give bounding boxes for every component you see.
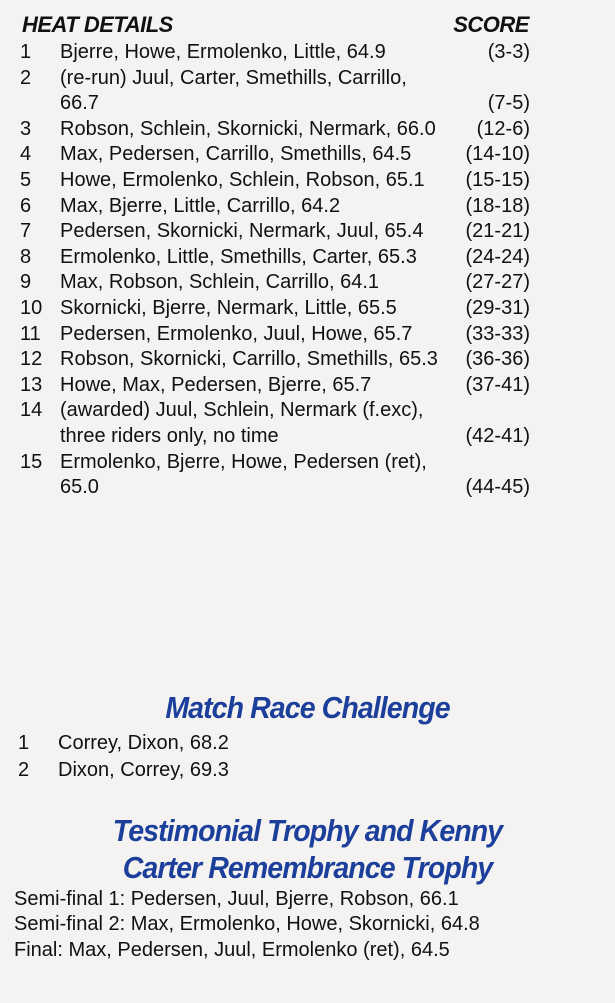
race-number: 1 bbox=[18, 732, 30, 754]
heat-number: 14 bbox=[20, 399, 43, 422]
heat-riders: (re-run) Juul, Carter, Smethills, Carrillo, 66.7 bbox=[60, 66, 407, 115]
heat-row bbox=[20, 194, 530, 220]
race-riders: Correy, Dixon, 68.2 bbox=[58, 732, 229, 754]
heat-riders: Howe, Max, Pedersen, Bjerre, 65.7 bbox=[60, 373, 372, 396]
heat-riders: Skornicki, Bjerre, Nermark, Little, 65.5 bbox=[60, 296, 397, 319]
heat-score: (24-24) bbox=[465, 245, 530, 268]
testimonial-results bbox=[14, 887, 594, 963]
heat-row bbox=[20, 40, 530, 66]
heat-number: 15 bbox=[20, 450, 43, 473]
heat-riders: Robson, Schlein, Skornicki, Nermark, 66.0 bbox=[60, 117, 436, 140]
heat-score: (3-3) bbox=[487, 41, 530, 63]
heat-number: 6 bbox=[20, 194, 32, 217]
match-race-row bbox=[18, 730, 578, 757]
heat-row bbox=[20, 322, 530, 348]
heat-riders: Max, Robson, Schlein, Carrillo, 64.1 bbox=[60, 271, 380, 294]
heat-score: (29-31) bbox=[465, 296, 530, 319]
heat-row bbox=[20, 296, 530, 322]
heat-list bbox=[20, 40, 530, 501]
heat-details-heading: HEAT DETAILS bbox=[22, 12, 173, 37]
heat-score: (37-41) bbox=[465, 373, 530, 396]
heat-riders: Ermolenko, Bjerre, Howe, Pedersen (ret), 65.0 bbox=[60, 450, 427, 499]
heat-row bbox=[20, 219, 530, 245]
heat-riders: Max, Bjerre, Little, Carrillo, 64.2 bbox=[60, 194, 341, 217]
semi-final-2-label: Semi-final 2: bbox=[14, 912, 126, 935]
testimonial-title-line1: Testimonial Trophy and Kenny bbox=[112, 813, 503, 848]
heat-score: (44-45) bbox=[465, 476, 530, 499]
heat-riders: (awarded) Juul, Schlein, Nermark (f.exc), three riders only, no time bbox=[60, 399, 424, 447]
heat-score: (15-15) bbox=[465, 168, 530, 191]
score-heading: SCORE bbox=[453, 12, 529, 37]
heat-number: 7 bbox=[20, 220, 32, 243]
heat-row bbox=[20, 142, 530, 168]
heat-row bbox=[20, 168, 530, 194]
heat-number: 10 bbox=[20, 296, 43, 319]
results-header bbox=[22, 12, 529, 38]
final-riders: Max, Pedersen, Juul, Ermolenko (ret), 64.5 bbox=[68, 939, 450, 961]
heat-row bbox=[20, 373, 530, 399]
semi-final-2-riders: Max, Ermolenko, Howe, Skornicki, 64.8 bbox=[130, 912, 480, 935]
heat-number: 2 bbox=[20, 66, 32, 89]
heat-row bbox=[20, 347, 530, 373]
heat-score: (42-41) bbox=[465, 424, 530, 447]
heat-row bbox=[20, 398, 530, 449]
heat-score: (7-5) bbox=[487, 92, 530, 115]
heat-riders: Robson, Skornicki, Carrillo, Smethills, 65.3 bbox=[60, 348, 438, 371]
heat-number: 9 bbox=[20, 271, 32, 294]
heat-number: 3 bbox=[20, 117, 32, 140]
heat-riders: Pedersen, Skornicki, Nermark, Juul, 65.4 bbox=[60, 220, 424, 243]
testimonial-title-line2: Carter Remembrance Trophy bbox=[122, 850, 493, 885]
heat-score: (33-33) bbox=[465, 322, 530, 345]
heat-number: 5 bbox=[20, 168, 32, 191]
heat-number: 8 bbox=[20, 245, 32, 268]
match-race-list bbox=[18, 730, 578, 784]
heat-score: (21-21) bbox=[465, 220, 530, 243]
heat-row bbox=[20, 450, 530, 501]
heat-riders: Max, Pedersen, Carrillo, Smethills, 64.5 bbox=[60, 143, 412, 166]
heat-row bbox=[20, 245, 530, 271]
semi-final-1-label: Semi-final 1: bbox=[14, 888, 126, 910]
heat-riders: Pedersen, Ermolenko, Juul, Howe, 65.7 bbox=[60, 322, 413, 345]
semi-final-1-row bbox=[14, 887, 594, 912]
heat-number: 12 bbox=[20, 348, 43, 371]
heat-riders: Ermolenko, Little, Smethills, Carter, 65.3 bbox=[60, 245, 417, 268]
heat-row bbox=[20, 66, 530, 117]
heat-number: 11 bbox=[20, 322, 41, 345]
heat-row bbox=[20, 270, 530, 296]
semi-final-1-riders: Pedersen, Juul, Bjerre, Robson, 66.1 bbox=[130, 888, 459, 910]
match-race-row bbox=[18, 757, 578, 784]
heat-riders: Howe, Ermolenko, Schlein, Robson, 65.1 bbox=[60, 168, 425, 191]
heat-number: 4 bbox=[20, 143, 32, 166]
heat-number: 1 bbox=[20, 41, 32, 63]
heat-score: (12-6) bbox=[476, 117, 530, 140]
heat-number: 13 bbox=[20, 373, 43, 396]
semi-final-2-row bbox=[14, 912, 514, 937]
heat-score: (36-36) bbox=[465, 348, 530, 371]
heat-riders: Bjerre, Howe, Ermolenko, Little, 64.9 bbox=[60, 41, 386, 63]
race-number: 2 bbox=[18, 759, 30, 781]
heat-score: (18-18) bbox=[465, 194, 530, 217]
match-race-title: Match Race Challenge bbox=[165, 690, 450, 725]
heat-score: (27-27) bbox=[465, 271, 530, 294]
final-row bbox=[14, 938, 594, 963]
heat-row bbox=[20, 117, 530, 143]
final-label: Final: bbox=[14, 939, 63, 961]
race-riders: Dixon, Correy, 69.3 bbox=[58, 759, 229, 781]
heat-score: (14-10) bbox=[465, 143, 530, 166]
